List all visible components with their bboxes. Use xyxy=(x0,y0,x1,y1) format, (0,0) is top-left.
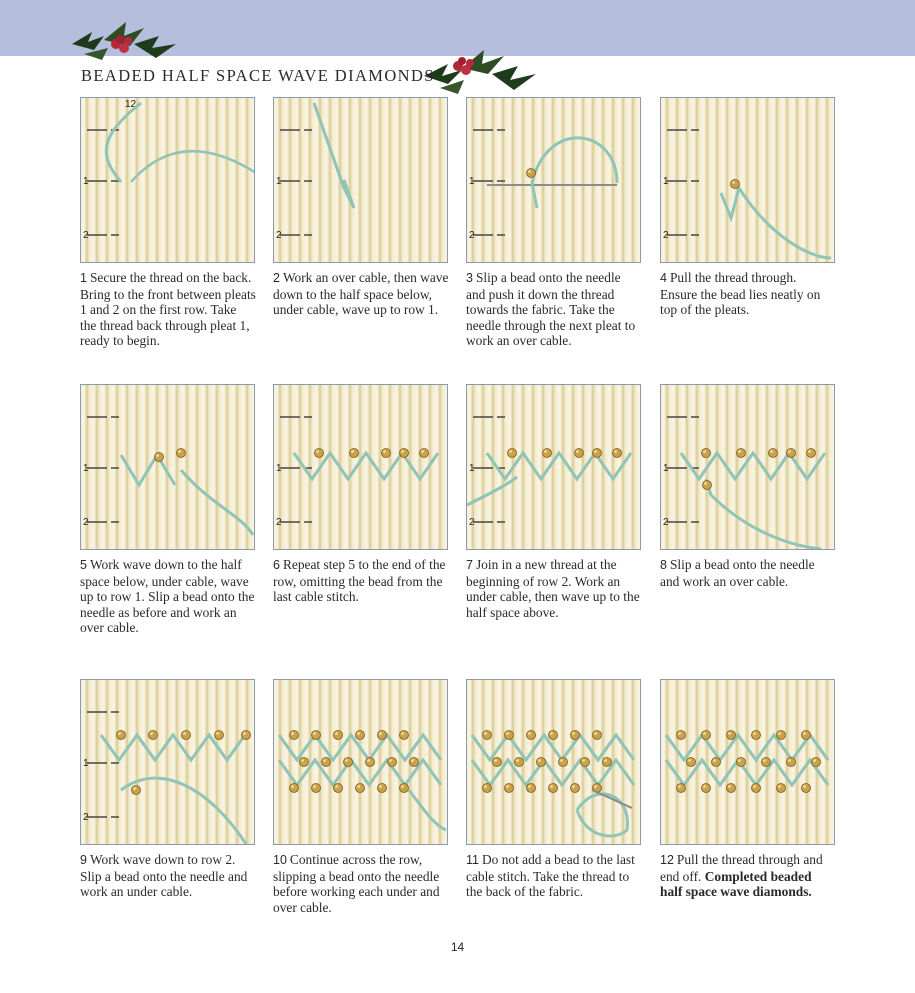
step-bold-text: Completed beaded half space wave diamonds. xyxy=(660,868,812,900)
step-text: Slip a bead onto the needle and push it down the thread towards the fabric. Take the needle through the next pleat to work an over cable. xyxy=(466,270,636,349)
svg-text:2: 2 xyxy=(469,230,475,241)
step-photo xyxy=(80,97,255,263)
svg-text:1: 1 xyxy=(469,463,475,474)
step-number: 12 xyxy=(660,853,674,867)
svg-text:1: 1 xyxy=(83,176,89,187)
step-7 xyxy=(466,384,641,620)
step-photo xyxy=(273,384,448,550)
step-text: Join in a new thread at the beginning of row 2. Work an under cable, then wave up to the half space above. xyxy=(466,557,640,620)
step-6 xyxy=(273,384,448,605)
step-caption xyxy=(466,852,642,900)
step-caption xyxy=(466,557,642,620)
holly-decoration-icon xyxy=(418,44,543,96)
step-photo xyxy=(660,679,835,845)
step-photo xyxy=(466,679,641,845)
step-5 xyxy=(80,384,255,636)
step-caption xyxy=(660,557,836,589)
step-11 xyxy=(466,679,641,900)
step-caption xyxy=(273,557,449,605)
svg-text:1: 1 xyxy=(83,463,89,474)
step-photo xyxy=(466,384,641,550)
step-number: 5 xyxy=(80,558,87,572)
step-9 xyxy=(80,679,255,900)
step-caption xyxy=(80,852,256,900)
step-number: 7 xyxy=(466,558,473,572)
step-photo xyxy=(660,97,835,263)
step-photo xyxy=(80,384,255,550)
step-number: 1 xyxy=(80,271,87,285)
step-10 xyxy=(273,679,448,915)
svg-text:12: 12 xyxy=(125,99,137,110)
page-title: BEADED HALF SPACE WAVE DIAMONDS xyxy=(81,66,435,85)
svg-text:2: 2 xyxy=(83,812,89,823)
step-caption xyxy=(660,852,836,900)
step-photo xyxy=(273,679,448,845)
step-number: 9 xyxy=(80,853,87,867)
step-number: 3 xyxy=(466,271,473,285)
svg-text:2: 2 xyxy=(469,517,475,528)
svg-text:2: 2 xyxy=(663,517,669,528)
step-2 xyxy=(273,97,448,318)
svg-text:1: 1 xyxy=(663,463,669,474)
svg-text:1: 1 xyxy=(276,176,282,187)
step-1 xyxy=(80,97,255,349)
svg-text:2: 2 xyxy=(83,517,89,528)
step-number: 8 xyxy=(660,558,667,572)
step-text: Repeat step 5 to the end of the row, omitting the bead from the last cable stitch. xyxy=(273,557,446,605)
holly-decoration-icon xyxy=(64,14,184,64)
page-number: 14 xyxy=(450,940,465,954)
step-text: Pull the thread through and end off. xyxy=(660,852,823,884)
step-3 xyxy=(466,97,641,349)
step-photo xyxy=(80,679,255,845)
step-text: Work an over cable, then wave down to the half space below, under cable, wave up to row 1. xyxy=(273,270,449,318)
svg-text:2: 2 xyxy=(663,230,669,241)
step-text: Slip a bead onto the needle and work an over cable. xyxy=(660,557,815,589)
svg-text:2: 2 xyxy=(276,230,282,241)
step-text: Work wave down to the half space below, under cable, wave up to row 1. Slip a bead onto the needle as before and work an over cable. xyxy=(80,557,255,636)
step-number: 4 xyxy=(660,271,667,285)
step-12 xyxy=(660,679,835,900)
svg-text:2: 2 xyxy=(276,517,282,528)
step-8 xyxy=(660,384,835,589)
svg-text:1: 1 xyxy=(83,758,89,769)
step-number: 2 xyxy=(273,271,280,285)
step-number: 10 xyxy=(273,853,287,867)
step-caption xyxy=(273,270,449,318)
step-number: 11 xyxy=(466,853,479,867)
svg-text:2: 2 xyxy=(83,230,89,241)
step-text: Work wave down to row 2. Slip a bead onto the needle and work an under cable. xyxy=(80,852,248,900)
step-photo xyxy=(466,97,641,263)
svg-text:1: 1 xyxy=(469,176,475,187)
step-text: Do not add a bead to the last cable stitch. Take the thread to the back of the fabric. xyxy=(466,852,635,900)
step-4 xyxy=(660,97,835,318)
svg-text:1: 1 xyxy=(663,176,669,187)
step-photo xyxy=(273,97,448,263)
step-caption xyxy=(80,557,256,636)
svg-text:1: 1 xyxy=(276,463,282,474)
step-caption xyxy=(466,270,642,349)
step-caption xyxy=(273,852,449,915)
step-caption xyxy=(80,270,256,349)
step-text: Secure the thread on the back. Bring to the front between pleats 1 and 2 on the first row. Take the thread back through pleat 1, ready to begin. xyxy=(80,270,256,349)
step-text: Continue across the row, slipping a bead onto the needle before working each under and over cable. xyxy=(273,852,440,915)
step-caption xyxy=(660,270,836,318)
step-text: Pull the thread through. Ensure the bead lies neatly on top of the pleats. xyxy=(660,270,821,318)
step-number: 6 xyxy=(273,558,280,572)
step-photo xyxy=(660,384,835,550)
